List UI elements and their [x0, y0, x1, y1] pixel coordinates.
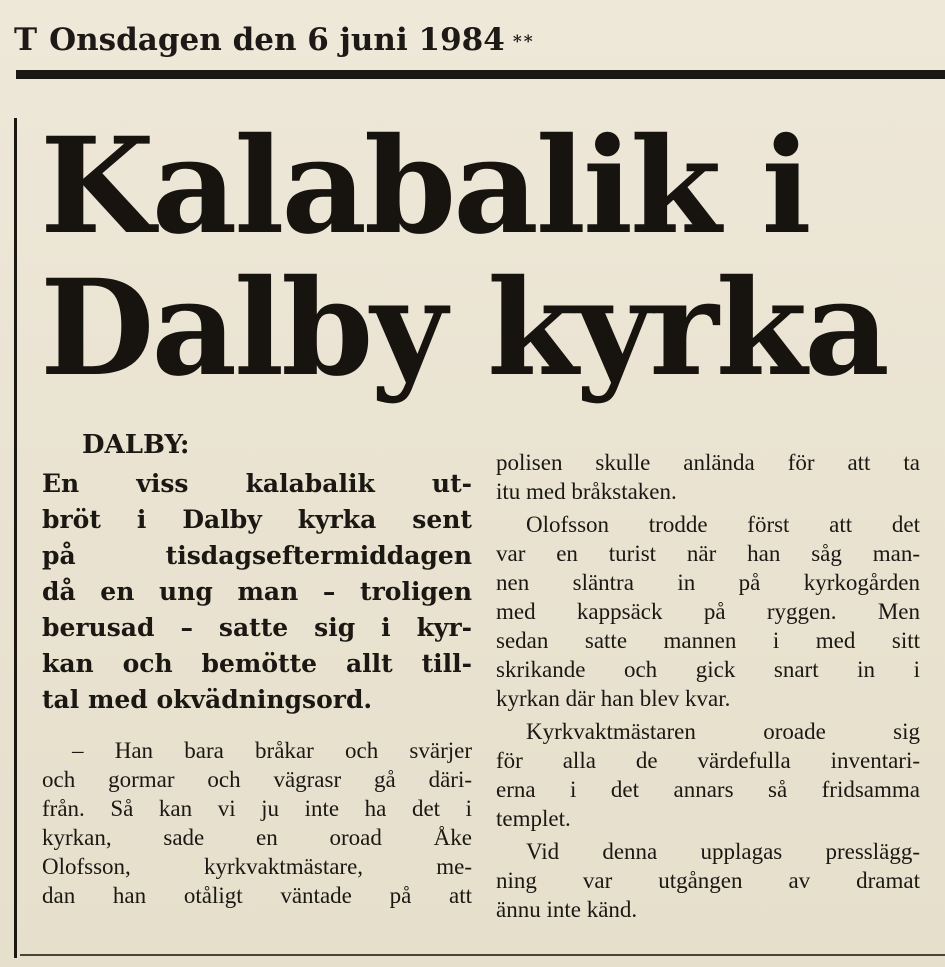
- body-line: polisen skulle anlända för att ta: [496, 450, 920, 475]
- lead-line: En viss kalabalik ut-: [42, 469, 472, 498]
- body-paragraph-2: [496, 510, 920, 713]
- body-line: och gormar och vägrasr gå däri-: [42, 767, 472, 792]
- body-line: Olofsson trodde först att det: [526, 512, 920, 537]
- body-paragraph-quote: [42, 736, 472, 910]
- body-line: erna i det annars så fridsamma: [496, 777, 920, 802]
- body-line: för alla de värdefulla inventari-: [496, 748, 920, 773]
- body-line: ning var utgången av dramat: [496, 868, 920, 893]
- body-line: från. Så kan vi ju inte ha det i: [42, 796, 472, 821]
- body-line: – Han bara bråkar och svärjer: [72, 738, 472, 763]
- headline: [40, 109, 940, 406]
- body-line: nen släntra in på kyrkogården: [496, 570, 920, 595]
- lead-line: berusad – satte sig i kyr-: [42, 613, 472, 642]
- page-letter: T: [14, 22, 38, 58]
- lead-paragraph: [42, 466, 472, 718]
- body-paragraph-3: [496, 717, 920, 833]
- lead-line: kan och bemötte allt till-: [42, 649, 472, 678]
- article-column-right: [496, 448, 920, 924]
- dateline: DALBY:: [82, 430, 190, 460]
- body-line: templet.: [496, 806, 571, 831]
- body-line: itu med bråkstaken.: [496, 479, 677, 504]
- body-line: Vid denna upplagas presslägg-: [526, 839, 920, 864]
- body-line: Olofsson, kyrkvaktmästare, me-: [42, 854, 472, 879]
- body-paragraph-1: [496, 448, 920, 506]
- bottom-rule: [20, 954, 945, 956]
- body-line: kyrkan, sade en oroad Åke: [42, 825, 472, 850]
- body-line: kyrkan där han blev kvar.: [496, 686, 731, 711]
- headline-line-1: Kalabalik i: [40, 109, 809, 264]
- headline-line-2: Dalby kyrka: [40, 251, 887, 406]
- lead-line: på tisdagseftermiddagen: [42, 541, 472, 570]
- edition-stars: **: [512, 32, 535, 52]
- lead-line: bröt i Dalby kyrka sent: [42, 505, 472, 534]
- page-header: [14, 22, 535, 72]
- body-line: Kyrkvaktmästaren oroade sig: [526, 719, 920, 744]
- body-line: sedan satte mannen i med sitt: [496, 628, 920, 653]
- body-line: ännu inte känd.: [496, 897, 638, 922]
- lead-line: tal med okvädningsord.: [42, 685, 373, 714]
- left-border-rule: [14, 118, 17, 958]
- lead-line: då en ung man – troligen: [42, 577, 472, 606]
- body-line: dan han otåligt väntade på att: [42, 883, 472, 908]
- body-line: med kappsäck på ryggen. Men: [496, 599, 920, 624]
- header-rule: [16, 70, 945, 79]
- body-paragraph-4: [496, 837, 920, 924]
- issue-date: Onsdagen den 6 juni 1984: [49, 22, 505, 58]
- body-line: skrikande och gick snart in i: [496, 657, 920, 682]
- article-column-left: [42, 430, 472, 910]
- body-line: var en turist när han såg man-: [496, 541, 920, 566]
